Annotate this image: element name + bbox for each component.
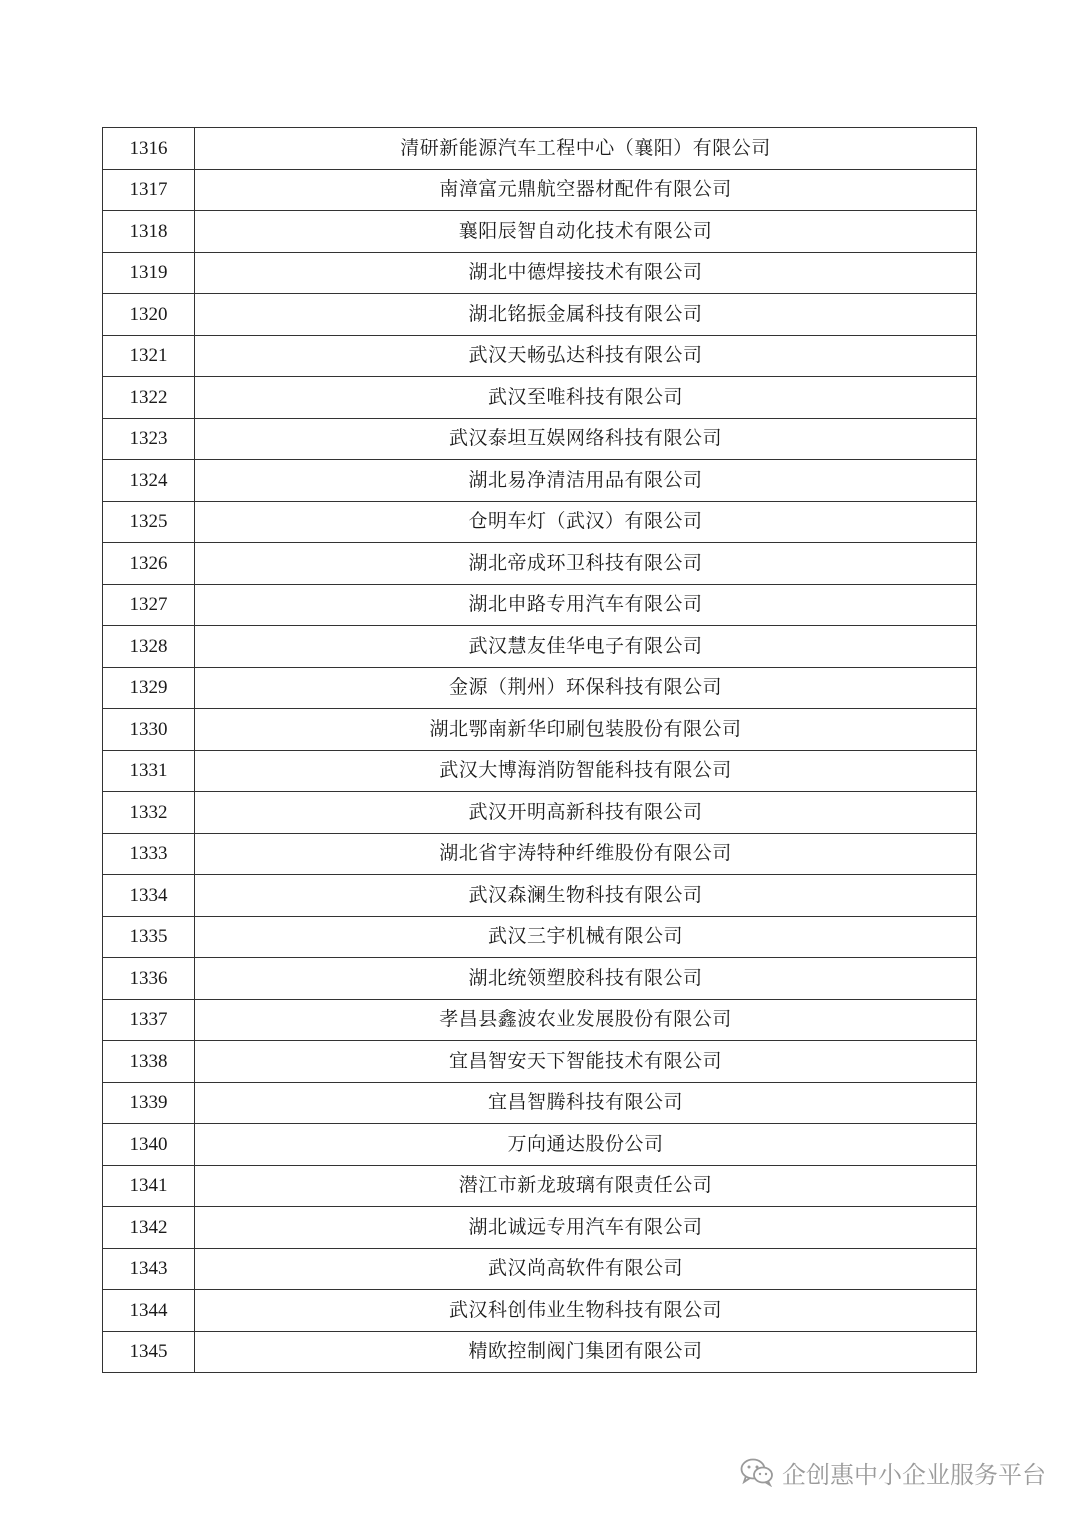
row-number-cell: 1323	[103, 418, 195, 460]
table-row	[103, 543, 977, 585]
table-row	[103, 335, 977, 377]
row-number-cell: 1343	[103, 1248, 195, 1290]
table-row	[103, 916, 977, 958]
table-row	[103, 1290, 977, 1332]
company-name-cell: 武汉泰坦互娱网络科技有限公司	[195, 418, 977, 460]
company-name-cell: 湖北易净清洁用品有限公司	[195, 460, 977, 502]
table-row	[103, 460, 977, 502]
table-row	[103, 294, 977, 336]
company-name-cell: 武汉天畅弘达科技有限公司	[195, 335, 977, 377]
table-row	[103, 584, 977, 626]
table-row	[103, 1207, 977, 1249]
table-row	[103, 252, 977, 294]
wechat-icon	[740, 1457, 774, 1487]
company-name-cell: 湖北帝成环卫科技有限公司	[195, 543, 977, 585]
table-row	[103, 211, 977, 253]
company-name-cell: 襄阳辰智自动化技术有限公司	[195, 211, 977, 253]
company-name-cell: 湖北申路专用汽车有限公司	[195, 584, 977, 626]
table-row	[103, 1331, 977, 1373]
row-number-cell: 1324	[103, 460, 195, 502]
company-name-cell: 武汉大博海消防智能科技有限公司	[195, 750, 977, 792]
company-name-cell: 武汉至唯科技有限公司	[195, 377, 977, 419]
row-number-cell: 1326	[103, 543, 195, 585]
row-number-cell: 1344	[103, 1290, 195, 1332]
table-row	[103, 792, 977, 834]
table-row	[103, 418, 977, 460]
company-name-cell: 湖北中德焊接技术有限公司	[195, 252, 977, 294]
row-number-cell: 1330	[103, 709, 195, 751]
company-name-cell: 潜江市新龙玻璃有限责任公司	[195, 1165, 977, 1207]
row-number-cell: 1317	[103, 169, 195, 211]
company-name-cell: 仓明车灯（武汉）有限公司	[195, 501, 977, 543]
table-row	[103, 750, 977, 792]
row-number-cell: 1338	[103, 1041, 195, 1083]
company-name-cell: 武汉开明高新科技有限公司	[195, 792, 977, 834]
company-name-cell: 武汉三宇机械有限公司	[195, 916, 977, 958]
table-row	[103, 958, 977, 1000]
company-name-cell: 湖北省宇涛特种纤维股份有限公司	[195, 833, 977, 875]
table-row	[103, 833, 977, 875]
table-row	[103, 1165, 977, 1207]
row-number-cell: 1340	[103, 1124, 195, 1166]
table-row	[103, 999, 977, 1041]
row-number-cell: 1332	[103, 792, 195, 834]
company-name-cell: 湖北铭振金属科技有限公司	[195, 294, 977, 336]
row-number-cell: 1345	[103, 1331, 195, 1373]
row-number-cell: 1336	[103, 958, 195, 1000]
table-row	[103, 1124, 977, 1166]
table-row	[103, 128, 977, 170]
watermark	[740, 1450, 1046, 1494]
table-row	[103, 501, 977, 543]
company-name-cell: 万向通达股份公司	[195, 1124, 977, 1166]
company-name-cell: 武汉科创伟业生物科技有限公司	[195, 1290, 977, 1332]
table-row	[103, 709, 977, 751]
company-name-cell: 武汉森澜生物科技有限公司	[195, 875, 977, 917]
row-number-cell: 1321	[103, 335, 195, 377]
company-list-table	[102, 127, 977, 1373]
company-name-cell: 宜昌智安天下智能技术有限公司	[195, 1041, 977, 1083]
row-number-cell: 1337	[103, 999, 195, 1041]
row-number-cell: 1341	[103, 1165, 195, 1207]
table-row	[103, 169, 977, 211]
row-number-cell: 1333	[103, 833, 195, 875]
company-name-cell: 武汉尚高软件有限公司	[195, 1248, 977, 1290]
row-number-cell: 1316	[103, 128, 195, 170]
table-row	[103, 1041, 977, 1083]
company-name-cell: 清研新能源汽车工程中心（襄阳）有限公司	[195, 128, 977, 170]
table-body	[103, 128, 977, 1373]
table-row	[103, 1082, 977, 1124]
company-name-cell: 武汉慧友佳华电子有限公司	[195, 626, 977, 668]
table-row	[103, 875, 977, 917]
table-row	[103, 667, 977, 709]
row-number-cell: 1328	[103, 626, 195, 668]
company-name-cell: 湖北鄂南新华印刷包装股份有限公司	[195, 709, 977, 751]
table-row	[103, 626, 977, 668]
company-name-cell: 金源（荆州）环保科技有限公司	[195, 667, 977, 709]
row-number-cell: 1318	[103, 211, 195, 253]
row-number-cell: 1339	[103, 1082, 195, 1124]
row-number-cell: 1325	[103, 501, 195, 543]
company-name-cell: 宜昌智腾科技有限公司	[195, 1082, 977, 1124]
company-name-cell: 孝昌县鑫波农业发展股份有限公司	[195, 999, 977, 1041]
watermark-text: 企创惠中小企业服务平台	[782, 1460, 1046, 1489]
row-number-cell: 1331	[103, 750, 195, 792]
company-name-cell: 湖北统领塑胶科技有限公司	[195, 958, 977, 1000]
company-name-cell: 精欧控制阀门集团有限公司	[195, 1331, 977, 1373]
table-row	[103, 377, 977, 419]
row-number-cell: 1327	[103, 584, 195, 626]
row-number-cell: 1329	[103, 667, 195, 709]
row-number-cell: 1319	[103, 252, 195, 294]
company-name-cell: 南漳富元鼎航空器材配件有限公司	[195, 169, 977, 211]
table-row	[103, 1248, 977, 1290]
row-number-cell: 1335	[103, 916, 195, 958]
row-number-cell: 1342	[103, 1207, 195, 1249]
row-number-cell: 1320	[103, 294, 195, 336]
row-number-cell: 1322	[103, 377, 195, 419]
company-name-cell: 湖北诚远专用汽车有限公司	[195, 1207, 977, 1249]
row-number-cell: 1334	[103, 875, 195, 917]
